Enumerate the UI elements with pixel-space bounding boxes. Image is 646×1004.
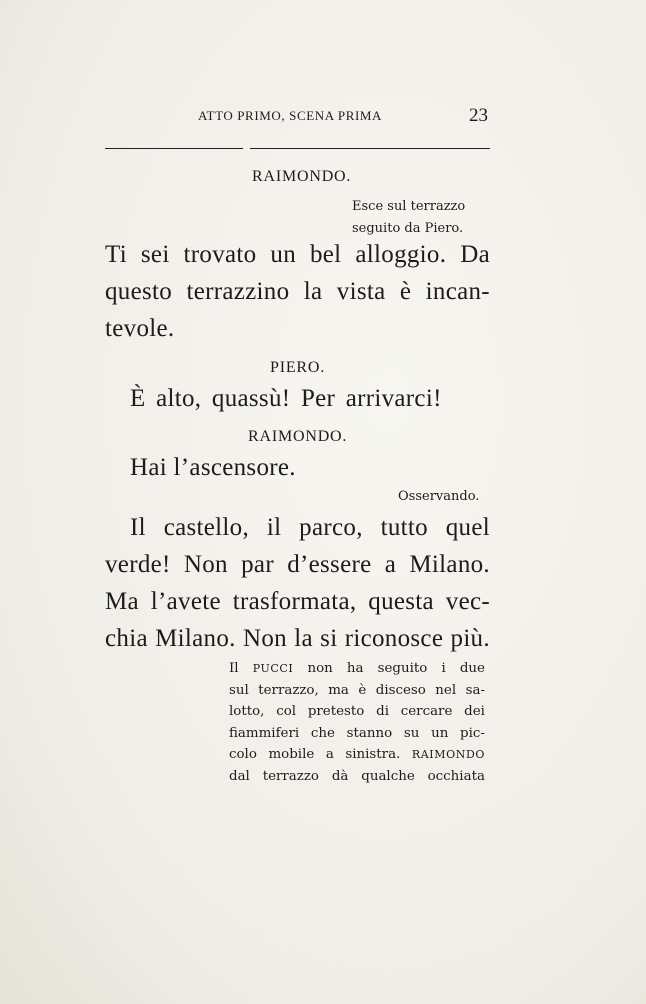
word: questa xyxy=(368,588,434,615)
word: Non xyxy=(183,551,228,578)
word: ha xyxy=(346,661,364,676)
word: seguito xyxy=(377,661,428,676)
word: verde! xyxy=(105,551,171,578)
speaker-raimondo-1: RAIMONDO. xyxy=(252,168,352,185)
dialog-1-line-3: tevole. xyxy=(105,315,175,342)
word: terrazzo, xyxy=(258,682,319,698)
word: di xyxy=(376,704,389,720)
word: parco, xyxy=(299,514,363,541)
word: si xyxy=(320,625,338,652)
word: col xyxy=(276,704,297,720)
header-rule-right xyxy=(250,148,490,149)
word: tutto xyxy=(380,514,428,541)
word: occhiata xyxy=(427,768,485,784)
word: nel xyxy=(435,682,457,698)
word: Il xyxy=(130,514,146,541)
word: alloggio. xyxy=(355,241,447,268)
word: mobile xyxy=(268,747,315,763)
word: trovato xyxy=(183,241,257,268)
word: Milano. xyxy=(155,625,236,652)
stage-note-line-3 xyxy=(229,701,485,723)
word: è xyxy=(399,278,412,305)
word: pic- xyxy=(460,725,485,741)
word: un xyxy=(431,725,449,741)
word: quel xyxy=(445,514,490,541)
word: bel xyxy=(309,241,342,268)
word: più. xyxy=(450,625,490,652)
word: la xyxy=(294,625,313,652)
dialog-4-line-3 xyxy=(105,588,490,616)
word: un xyxy=(270,241,297,268)
word: terrazzino xyxy=(186,278,290,305)
stage-note-line-5 xyxy=(229,744,485,766)
word: incan- xyxy=(425,278,490,305)
word: riconosce xyxy=(344,625,444,652)
word: lotto, xyxy=(229,704,265,720)
stage-direction-1-line-1: Esce sul terrazzo xyxy=(352,199,466,214)
word: a xyxy=(384,551,397,578)
stage-note-line-2 xyxy=(229,680,485,702)
word: il xyxy=(266,514,282,541)
dialog-1-line-2 xyxy=(105,278,490,306)
dialog-4-line-1 xyxy=(130,514,490,542)
word: su xyxy=(403,725,420,741)
word: Il xyxy=(229,661,239,676)
word: Ma xyxy=(105,588,139,615)
page-number: 23 xyxy=(469,105,488,126)
word: pretesto xyxy=(307,704,365,720)
word: Milano. xyxy=(409,551,490,578)
word: cercare xyxy=(400,704,453,720)
dialog-2-line-1: È alto, quassù! Per arrivarci! xyxy=(130,385,442,412)
header-rule-left xyxy=(105,148,243,149)
speaker-raimondo-2: RAIMONDO. xyxy=(248,428,348,445)
word: PUCCI xyxy=(252,662,294,675)
word: i xyxy=(441,661,446,676)
word: qualche xyxy=(361,768,415,784)
word: Da xyxy=(460,241,490,268)
stage-note xyxy=(229,658,485,788)
word: questo xyxy=(105,278,173,305)
word: vista xyxy=(336,278,386,305)
word: che xyxy=(310,725,335,741)
word: Ti xyxy=(105,241,127,268)
word: castello, xyxy=(163,514,250,541)
speaker-piero: PIERO. xyxy=(270,359,326,376)
word: vec- xyxy=(445,588,490,615)
word: dei xyxy=(464,704,485,720)
word: Non xyxy=(242,625,287,652)
stage-note-line-6 xyxy=(229,766,485,788)
word: chia xyxy=(105,625,148,652)
word: è xyxy=(358,682,367,698)
word: ma xyxy=(328,682,349,698)
dialog-4-line-4 xyxy=(105,625,490,653)
word: sei xyxy=(140,241,170,268)
word: colo xyxy=(229,747,257,763)
stage-note-line-4 xyxy=(229,723,485,745)
stage-note-line-1 xyxy=(229,658,485,680)
word: l’avete xyxy=(150,588,221,615)
word: d’essere xyxy=(287,551,372,578)
dialog-1-line-1 xyxy=(105,241,490,269)
word: disceso xyxy=(375,682,426,698)
stage-direction-1-line-2: seguito da Piero. xyxy=(352,221,464,236)
dialog-4-line-2 xyxy=(105,551,490,579)
stage-direction-2: Osservando. xyxy=(398,489,480,504)
word: la xyxy=(303,278,323,305)
dialog-3-line-1: Hai l’ascensore. xyxy=(130,454,296,481)
word: par xyxy=(241,551,274,578)
word: dà xyxy=(331,768,349,784)
word: dal xyxy=(229,768,250,784)
word: terrazzo xyxy=(262,768,319,784)
stage-direction-1 xyxy=(352,196,465,240)
word: a xyxy=(325,747,334,763)
word: trasformata, xyxy=(232,588,357,615)
word: sul xyxy=(229,682,249,698)
word: fiammiferi xyxy=(229,725,300,741)
word: RAIMONDO xyxy=(411,748,485,762)
word: sa- xyxy=(465,682,485,698)
word: sinistra. xyxy=(345,747,401,763)
word: due xyxy=(459,661,485,676)
running-head-title: ATTO PRIMO, SCENA PRIMA xyxy=(198,108,383,123)
word: stanno xyxy=(346,725,393,741)
word: non xyxy=(307,661,333,676)
